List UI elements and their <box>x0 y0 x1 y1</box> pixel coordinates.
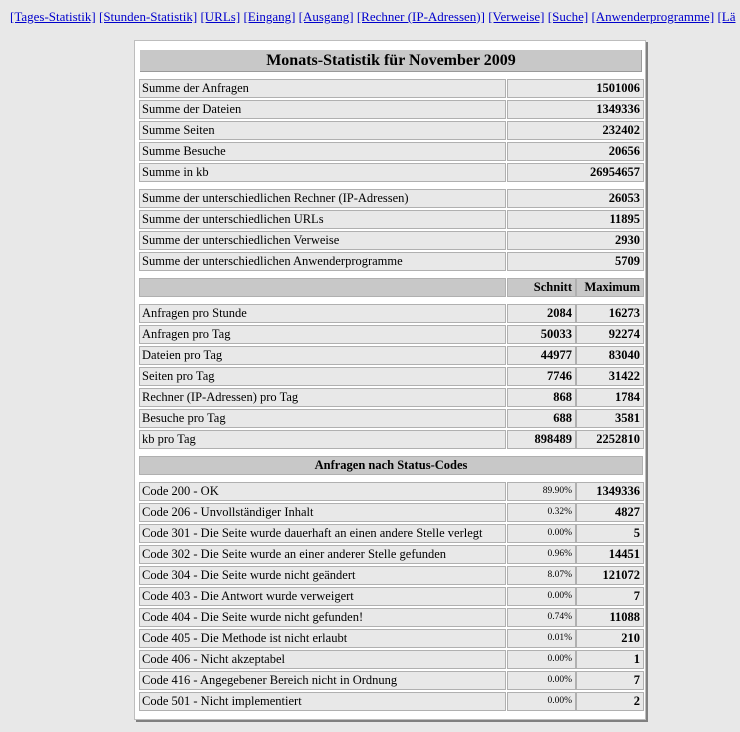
status-code-count: 14451 <box>576 545 644 564</box>
header-maximum: Maximum <box>576 278 644 297</box>
status-code-count: 210 <box>576 629 644 648</box>
row-average: 688 <box>507 409 576 428</box>
status-code-count: 2 <box>576 692 644 711</box>
row-maximum: 31422 <box>576 367 644 386</box>
row-label: Summe Seiten <box>139 121 506 140</box>
table-row <box>139 503 642 522</box>
row-label: kb pro Tag <box>139 430 506 449</box>
row-label: Summe in kb <box>139 163 506 182</box>
row-label: Summe der unterschiedlichen Anwenderprogramme <box>139 252 506 271</box>
table-row <box>139 671 642 690</box>
row-label: Seiten pro Tag <box>139 367 506 386</box>
table-row <box>139 545 642 564</box>
top-navigation <box>10 9 735 25</box>
table-row <box>139 524 642 543</box>
table-row <box>139 304 642 323</box>
status-code-count: 7 <box>576 671 644 690</box>
monthly-stats-table <box>134 40 646 720</box>
status-code-label: Code 501 - Nicht implementiert <box>139 692 506 711</box>
nav-link-search[interactable]: [Suche] <box>547 9 589 24</box>
status-code-count: 1 <box>576 650 644 669</box>
status-code-count: 5 <box>576 524 644 543</box>
row-maximum: 3581 <box>576 409 644 428</box>
status-code-percent: 89.90% <box>507 482 576 501</box>
nav-link-exit[interactable]: [Ausgang] <box>298 9 354 24</box>
row-label: Summe Besuche <box>139 142 506 161</box>
status-code-label: Code 304 - Die Seite wurde nicht geändert <box>139 566 506 585</box>
row-label: Anfragen pro Tag <box>139 325 506 344</box>
averages-header-row <box>139 278 642 297</box>
row-value: 232402 <box>507 121 644 140</box>
row-label: Summe der unterschiedlichen URLs <box>139 210 506 229</box>
table-row <box>139 482 642 501</box>
row-value: 1349336 <box>507 100 644 119</box>
table-row <box>139 121 642 140</box>
row-average: 868 <box>507 388 576 407</box>
status-code-percent: 0.00% <box>507 524 576 543</box>
table-row <box>139 231 642 250</box>
row-value: 26954657 <box>507 163 644 182</box>
row-average: 2084 <box>507 304 576 323</box>
row-label: Summe der unterschiedlichen Rechner (IP-Adressen) <box>139 189 506 208</box>
table-row <box>139 346 642 365</box>
status-code-count: 121072 <box>576 566 644 585</box>
status-code-count: 11088 <box>576 608 644 627</box>
row-maximum: 83040 <box>576 346 644 365</box>
row-value: 11895 <box>507 210 644 229</box>
status-code-percent: 8.07% <box>507 566 576 585</box>
status-code-label: Code 302 - Die Seite wurde an einer anderer Stelle gefunden <box>139 545 506 564</box>
header-blank-cell <box>139 278 506 297</box>
row-maximum: 1784 <box>576 388 644 407</box>
row-label: Anfragen pro Stunde <box>139 304 506 323</box>
table-title: Monats-Statistik für November 2009 <box>139 49 643 73</box>
status-code-label: Code 404 - Die Seite wurde nicht gefunden! <box>139 608 506 627</box>
table-row <box>139 100 642 119</box>
row-label: Dateien pro Tag <box>139 346 506 365</box>
status-code-label: Code 406 - Nicht akzeptabel <box>139 650 506 669</box>
table-row <box>139 142 642 161</box>
row-average: 50033 <box>507 325 576 344</box>
status-code-percent: 0.00% <box>507 650 576 669</box>
table-row <box>139 692 642 711</box>
row-value: 2930 <box>507 231 644 250</box>
table-row <box>139 252 642 271</box>
status-code-percent: 0.00% <box>507 692 576 711</box>
status-code-label: Code 301 - Die Seite wurde dauerhaft an einen andere Stelle verlegt <box>139 524 506 543</box>
row-label: Besuche pro Tag <box>139 409 506 428</box>
status-code-label: Code 403 - Die Antwort wurde verweigert <box>139 587 506 606</box>
nav-link-referrers[interactable]: [Verweise] <box>488 9 545 24</box>
row-average: 898489 <box>507 430 576 449</box>
row-label: Summe der Anfragen <box>139 79 506 98</box>
table-row <box>139 566 642 585</box>
nav-link-countries[interactable]: [Lä <box>717 9 736 24</box>
status-code-percent: 0.01% <box>507 629 576 648</box>
status-code-count: 7 <box>576 587 644 606</box>
nav-link-urls[interactable]: [URLs] <box>200 9 241 24</box>
row-average: 7746 <box>507 367 576 386</box>
row-maximum: 2252810 <box>576 430 644 449</box>
row-value: 20656 <box>507 142 644 161</box>
row-value: 26053 <box>507 189 644 208</box>
nav-link-entry[interactable]: [Eingang] <box>243 9 296 24</box>
table-row <box>139 587 642 606</box>
table-row <box>139 430 642 449</box>
status-code-percent: 0.96% <box>507 545 576 564</box>
nav-link-hosts[interactable]: [Rechner (IP-Adressen)] <box>356 9 485 24</box>
table-row <box>139 163 642 182</box>
row-value: 5709 <box>507 252 644 271</box>
row-average: 44977 <box>507 346 576 365</box>
table-row <box>139 210 642 229</box>
status-codes-header: Anfragen nach Status-Codes <box>139 456 643 475</box>
status-code-label: Code 416 - Angegebener Bereich nicht in Ordnung <box>139 671 506 690</box>
table-row <box>139 367 642 386</box>
row-maximum: 92274 <box>576 325 644 344</box>
status-code-label: Code 206 - Unvollständiger Inhalt <box>139 503 506 522</box>
row-label: Rechner (IP-Adressen) pro Tag <box>139 388 506 407</box>
status-code-percent: 0.00% <box>507 587 576 606</box>
table-row <box>139 388 642 407</box>
table-row <box>139 189 642 208</box>
status-code-label: Code 405 - Die Methode ist nicht erlaubt <box>139 629 506 648</box>
nav-link-daily-stats[interactable]: [Tages-Statistik] <box>10 9 96 24</box>
nav-link-hourly-stats[interactable]: [Stunden-Statistik] <box>99 9 198 24</box>
table-row <box>139 608 642 627</box>
status-code-count: 1349336 <box>576 482 644 501</box>
table-row <box>139 325 642 344</box>
status-code-percent: 0.32% <box>507 503 576 522</box>
table-row <box>139 650 642 669</box>
status-code-count: 4827 <box>576 503 644 522</box>
status-code-label: Code 200 - OK <box>139 482 506 501</box>
row-value: 1501006 <box>507 79 644 98</box>
nav-link-user-agents[interactable]: [Anwenderprogramme] <box>591 9 715 24</box>
table-row <box>139 79 642 98</box>
status-code-percent: 0.74% <box>507 608 576 627</box>
row-maximum: 16273 <box>576 304 644 323</box>
table-row <box>139 409 642 428</box>
table-row <box>139 629 642 648</box>
row-label: Summe der Dateien <box>139 100 506 119</box>
row-label: Summe der unterschiedlichen Verweise <box>139 231 506 250</box>
status-code-percent: 0.00% <box>507 671 576 690</box>
header-average: Schnitt <box>507 278 576 297</box>
